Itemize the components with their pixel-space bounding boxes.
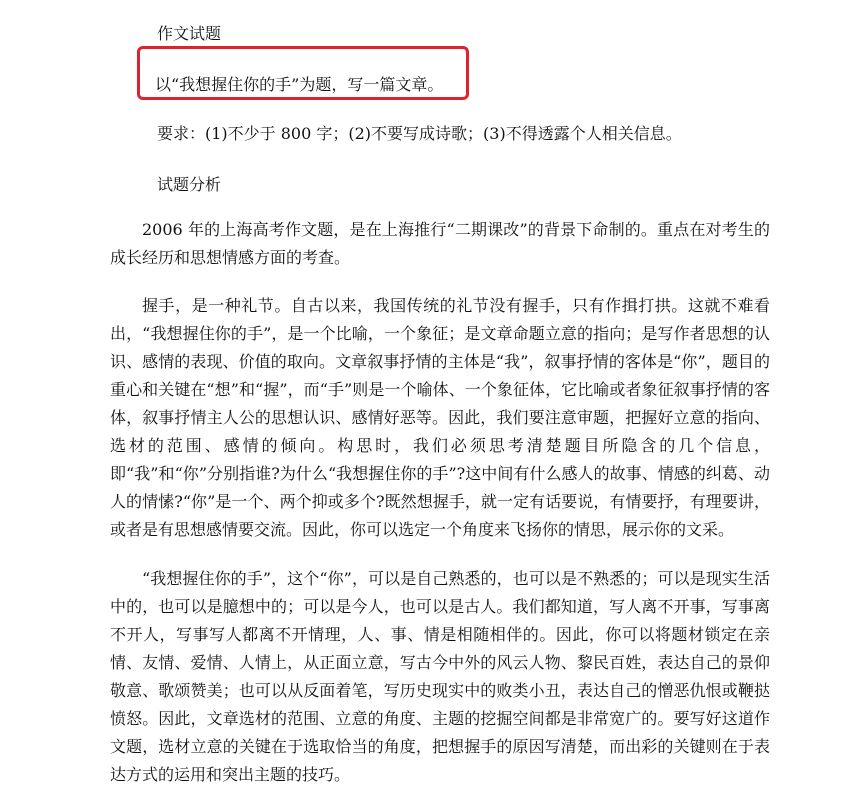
- heading-topic: 作文试题: [157, 24, 222, 43]
- essay-prompt: 以“我想握住你的手”为题，写一篇文章。: [155, 75, 444, 94]
- essay-requirements: 要求：(1)不少于 800 字；(2)不要写成诗歌；(3)不得透露个人相关信息。: [157, 124, 682, 143]
- analysis-paragraph-3: “我想握住你的手”，这个“你”，可以是自己熟悉的，也可以是不熟悉的；可以是现实生活中的，也可以是臆想中的；可以是今人，也可以是古人。我们都知道，写人离不开事，写事离不开人，写事写人都离不开情理，人、事、情是相随相伴的。因此，你可以将题材锁定在亲情、友情、爱情、人情上，从正面立意，写古今中外的风云人物、黎民百姓，表达自己的景仰敬意、歌颂赞美；也可以从反面着笔，写历史现实中的败类小丑，表达自己的憎恶仇恨或鞭挞愤怒。因此，文章选材的范围、立意的角度、主题的挖掘空间都是非常宽广的。要写好这道作文题，选材立意的关键在于选取恰当的角度，把想握手的原因写清楚，而出彩的关键则在于表达方式的运用和突出主题的技巧。: [110, 569, 770, 784]
- analysis-paragraph-1: 2006 年的上海高考作文题，是在上海推行“二期课改”的背景下命制的。重点在对考生的成长经历和思想情感方面的考查。: [110, 220, 770, 267]
- heading-analysis: 试题分析: [157, 175, 222, 194]
- analysis-paragraph-2: 握手，是一种礼节。自古以来，我国传统的礼节没有握手，只有作揖打拱。这就不难看出，“我想握住你的手”，是一个比喻，一个象征；是文章命题立意的指向；是写作者思想的认识、感情的表现、价值的取向。文章叙事抒情的主体是“我”，叙事抒情的客体是“你”，题目的重心和关键在“想”和“握”，而“手”则是一个喻体、一个象征体，它比喻或者象征叙事抒情的客体，叙事抒情主人公的思想认识、感情好恶等。因此，我们要注意审题，把握好立意的指向、选材的范围、感情的倾向。构思时，我们必须思考清楚题目所隐含的几个信息，即“我”和“你”分别指谁?为什么“我想握住你的手”?这中间有什么感人的故事、情感的纠葛、动人的情愫?“你”是一个、两个抑或多个?既然想握手，就一定有话要说，有情要抒，有理要讲，或者是有思想感情要交流。因此，你可以选定一个角度来飞扬你的情思，展示你的文采。: [110, 296, 770, 539]
